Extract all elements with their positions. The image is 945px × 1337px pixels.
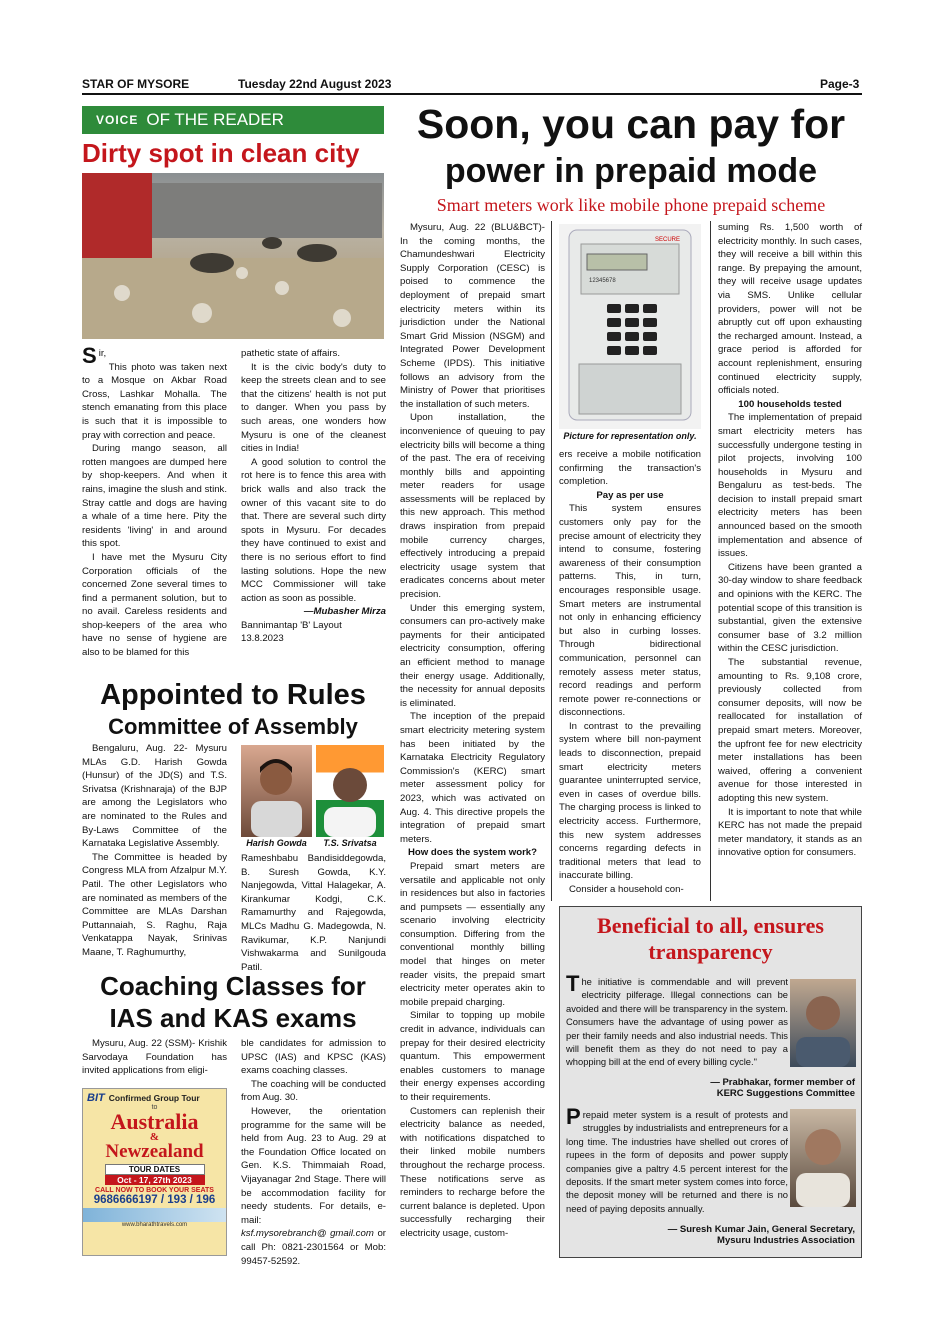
portrait-icon: [790, 979, 856, 1067]
main-para: The substantial revenue, amounting to Rs. 9,108 crore, previously collected from consumer deposits, will now be reallocated for installation of prepaid smart meters. Moreover, the upfront fee for new electricity meter installations has been waived, offering a convenient avenue for those interested in adopting this new system.: [718, 657, 862, 804]
quote-text: repaid meter system is a result of protests and struggles by industrialists and entrepreneurs for a long time. The industries have shelled out crores of rupees in the form of deposits and power supply companies give a paltry 4.5 percent interest for the deposits. If the smart meter system comes into force, the deposit money will be returned and there is no need of paying deposits annually.: [566, 1109, 789, 1214]
ad-skyline-strip: [83, 1208, 226, 1222]
quote-dropcap: T: [566, 971, 580, 996]
ad-call-label: CALL NOW TO BOOK YOUR SEATS: [95, 1187, 214, 1194]
ad-destination-1: Australia: [110, 1109, 199, 1134]
meter-caption: Picture for representation only.: [563, 431, 697, 441]
meter-photo: [559, 224, 701, 429]
voice-col-1: [82, 343, 227, 671]
issue-date: Tuesday 22nd August 2023: [238, 77, 392, 91]
main-subheading: 100 households tested: [738, 398, 842, 410]
quote-attribution: [710, 1077, 855, 1099]
garbage-photo: [82, 173, 384, 339]
rules-col-2: [241, 852, 386, 973]
ad-by: to: [151, 1104, 158, 1111]
coaching-para: ble candidates for admission to UPSC (IAS) and KPSC (KAS) exams coaching classes.: [241, 1038, 386, 1077]
rules-para: Bengaluru, Aug. 22- Mysuru MLAs G.D. Harish Gowda (Hunsur) of the JD(S) and T.S. Srivatsa (Krishnaraja) of the BJP are among the Legislators who are nominated to the Rules and By-Laws Committee of the Karnataka Legislative Assembly.: [82, 743, 227, 850]
attribution-line: — Suresh Kumar Jain, General Secretary,: [667, 1224, 855, 1235]
column-rule: [710, 221, 711, 901]
voice-tag: VOICE: [96, 113, 139, 127]
column-rule: [551, 221, 552, 901]
voice-para: During mango season, all rotten mangoes are dumped here by shop-keepers. And when it rains, imagine the slush and stink. Stray cattle and dogs are having a whale of a time here. Pity the residents 'living' in and around this spot.: [82, 443, 227, 550]
ad-top-line: Confirmed Group Tour: [108, 1093, 200, 1103]
voice-salutation: ir,: [98, 348, 107, 359]
meter-brand: SECURE: [655, 237, 681, 243]
voice-dropcap: S: [82, 343, 97, 368]
box-title-2: transparency: [648, 939, 773, 964]
ad-dates-label: TOUR DATES: [105, 1164, 205, 1175]
prabhakar-photo: [790, 979, 856, 1067]
voice-col-2: [241, 347, 386, 671]
ad-phone[interactable]: 9686666197 / 193 / 196: [93, 1194, 216, 1206]
voice-label: OF THE READER: [146, 110, 284, 129]
main-headline-1: Soon, you can pay for: [416, 101, 846, 147]
portrait-icon: [241, 745, 312, 837]
portrait-icon: [790, 1109, 856, 1207]
main-para: Upon installation, the inconvenience of queuing to pay electricity bills will become a thing of the past. The era of receiving monthly bills and appointing meter readers for usage assessments will be replaced by this new approach. This method draws inspiration from prepaid mobile currency charges, effectively introducing a prepaid electricity usage system that eradicates concerns about meter precision.: [400, 412, 545, 601]
ad-dates: Oct - 17, 27th 2023: [105, 1175, 205, 1185]
ad-website[interactable]: www.bharathtravels.com: [121, 1222, 188, 1228]
ad-ampersand: &: [149, 1131, 160, 1143]
ts-srivatsa-caption: T.S. Srivatsa: [323, 838, 377, 848]
quote-prabhakar: [566, 971, 788, 1069]
main-para: Prepaid smart meters are versatile and applicable not only in residences but also in factories and pumpsets — essentially any scenario involving electricity consumption. Differing from the conventional monthly billing model that hinges on meter reader visits, the prepaid smart electricity meter operates akin to mobile prepaid charging.: [400, 860, 545, 1008]
coaching-para: However, the orientation programme for the same will be held from Aug. 23 to Aug. 29 at the Foundation Office located on Gen. K.S. Thimmaiah Road, Vijayanagar 2nd Stage. There will be accommodation facility for needy students. For details, e-mail:: [241, 1105, 386, 1226]
rules-headline-2: Committee of Assembly: [108, 714, 358, 739]
main-para: Consider a household con-: [569, 884, 684, 895]
voice-para: A good solution to control the rot here is to fence this area with brick walls and also track the owner of this vacant site to do that. There are several such dirty spots in Mysuru. For decades they have continued to exist and there is no serious effort to find lasting solutions. Hope the new MCC Commissioner will take action as soon as possible.: [241, 456, 386, 604]
voice-para: I have met the Mysuru City Corporation officials of the concerned Zone several times to find a permanent solution, but to no avail. Careless residents and shop-keepers of the area who have no sense of hygiene are also to be blamed for this: [82, 551, 227, 659]
main-headline-2: power in prepaid mode: [444, 152, 818, 190]
rules-para: Rameshbabu Bandisiddegowda, B. Suresh Gowda, K.Y. Nanjegowda, Vittal Halagekar, A. Kirankumar Kodgi, C.K. Ramamurthy and Rajegowda, MLCs Madhu G. Madegowda, N. Ravikumar, K.P. Nanjundi Vishwakarma and Sunilgouda Patil.: [241, 853, 386, 973]
main-para: The implementation of prepaid smart electricity meters has successfully undergone testing in pilot projects, involving 100 households in Mysuru and Bengaluru as test-beds. The decision to install prepaid smart electricity meters has been announced based on the smooth implementation and absence of issues.: [718, 412, 862, 560]
attribution-line: Mysuru Industries Association: [717, 1235, 855, 1246]
quote-text: he initiative is commendable and will prevent electricity pilferage. Illegal connections can be avoided and there will be transparency in the system. Consumers have the advantage of using power as per their family needs and also industrial needs. This will benefit them as they do not need to pay a whopping bill at the end of every billing cycle.": [566, 976, 788, 1068]
quote-attribution: [668, 1224, 855, 1246]
header-rule: [82, 93, 862, 95]
coaching-contact: or call Ph: 0821-2301564 or Mob: 99457-52592.: [241, 1228, 386, 1267]
coaching-para: Mysuru, Aug. 22 (SSM)- Krishik Sarvodaya Foundation has invited applications from eligi-: [82, 1038, 227, 1077]
main-para: Similar to topping up mobile credit in advance, individuals can prepay for their desired electricity quantum. This empowerment enables customers to manage their energy expenses according to their requirements.: [400, 1010, 545, 1103]
rules-para: The Committee is headed by Congress MLA from Afzalpur M.Y. Patil. The other Legislators who are nominated as members of the Committee are MLAs Darshan Puttannaiah, S. Raghu, Raja Venkatappa Nayak, Srinivas Maane, T. Raghumurthy,: [82, 851, 227, 958]
main-para: In contrast to the prevailing system where bill non-payment leads to disconnection, prepaid smart electricity meters guarantee uninterrupted service, even in cases of overdue bills. The charging process is linked to electricity access. Furthermore, this new system addresses concerns regarding defects in traditional meters that lead to inaccurate billing.: [559, 720, 701, 882]
coaching-col-2: [241, 1037, 386, 1267]
main-col-3: [718, 221, 862, 901]
main-para: Citizens have been granted a 30-day window to share feedback and opinions with the KERC. The potential scope of this transition is substantial, given the extensive consumer base of 3.2 million within the CESC jurisdiction.: [718, 561, 862, 655]
main-para: It is important to note that while KERC has not made the prepaid meter mandatory, it stands as an innovative option for consumers.: [718, 806, 862, 859]
tour-advertisement[interactable]: [82, 1088, 227, 1256]
ts-srivatsa-photo: [316, 745, 384, 837]
voice-banner: [82, 106, 384, 134]
coaching-para: The coaching will be conducted from Aug. 30.: [241, 1078, 386, 1104]
meter-reading: 12345678: [589, 278, 616, 284]
main-para: The inception of the prepaid smart electricity metering system has been initiated by the Karnataka Electricity Regulatory Commission's (KERC) smart meter assessment policy for 2023, which was activated on Aug. 4. This directive propels the integration of prepaid smart meters.: [400, 711, 545, 845]
rules-headline-1: Appointed to Rules: [100, 679, 366, 711]
voice-address: Bannimantap 'B' Layout: [241, 619, 342, 631]
attribution-line: — Prabhakar, former member of: [710, 1077, 855, 1088]
harish-gowda-caption: Harish Gowda: [246, 838, 307, 848]
voice-title: Dirty spot in clean city: [82, 138, 360, 168]
coaching-col-1: [82, 1037, 227, 1082]
voice-para: pathetic state of affairs.: [241, 348, 341, 359]
smart-meter-illustration: [559, 224, 701, 429]
suresh-kumar-jain-photo: [790, 1109, 856, 1207]
portrait-icon: [316, 745, 384, 837]
quote-jain: [566, 1104, 789, 1215]
ad-destination-2: Newzealand: [105, 1141, 204, 1162]
main-para: Customers can replenish their electricity balance as needed, with notifications dispatched to their linked mobile numbers throughout the recharge process. These notifications serve as reminders to recharge before the current balance is depleted. Upon successfully recharging their electricity usage, custom-: [400, 1105, 545, 1239]
rules-col-1: [82, 742, 227, 967]
voice-letter-date: 13.8.2023: [241, 633, 284, 645]
attribution-line: KERC Suggestions Committee: [716, 1088, 855, 1099]
coaching-headline-1: Coaching Classes for: [100, 971, 366, 1001]
beneficial-box: [559, 906, 862, 1258]
paper-name: STAR OF MYSORE: [82, 77, 190, 91]
voice-para: This photo was taken next to a Mosque on Akbar Road Cross, Lashkar Mohalla. The stench emanating from this place is such that it is impossible to pray with correction and peace.: [82, 361, 227, 441]
page-number: Page-3: [820, 77, 860, 91]
main-para: ers receive a mobile notification confirming the transaction's completion.: [559, 449, 701, 488]
ad-logo: BIT: [87, 1092, 105, 1104]
main-para: suming Rs. 1,500 worth of electricity monthly. In such cases, they will receive a bill within this range. By prepaying the amount, they will receive usage updates via SMS. Unlike cellular providers, power will not be abruptly cut off upon exhausting the recharged amount. Instead, a grace period is afforded for account replenishment, ensuring continued electricity supply, officials noted.: [718, 222, 862, 397]
voice-signature: —Mubasher Mirza: [303, 606, 386, 618]
main-col-2: [559, 448, 701, 900]
main-para: Under this emerging system, consumers can pro-actively make payments for their anticipated electricity consumption, offering an efficient method to manage their energy usage. Additionally, the necessity for annual deposits is eliminated.: [400, 602, 545, 709]
harish-gowda-photo: [241, 745, 312, 837]
coaching-email[interactable]: ksf.mysorebranch@ gmail.com: [241, 1228, 374, 1240]
garbage-illustration: [82, 173, 384, 339]
main-subheading: How does the system work?: [407, 847, 537, 859]
box-title-1: Beneficial to all, ensures: [597, 913, 824, 938]
main-para: Mysuru, Aug. 22 (BLU&BCT)- In the coming months, the Chamundeshwari Electricity Supply Corporation (CESC) is poised to commence the deployment of prepaid smart electricity meters within its jurisdiction under the National Smart Grid Mission (NSGM) and Integrated Power Development Scheme (IPDS). This initiative follows an advisory from the Ministry of Power that prioritises the installation of such meters.: [400, 222, 545, 410]
voice-para: It is the civic body's duty to keep the streets clean and to see that the citizens' health is not put to danger. When you pass by such areas, one wonders how Mysuru is one of the cleanest cities in India!: [241, 361, 386, 455]
quote-dropcap: P: [566, 1104, 581, 1129]
coaching-headline-2: IAS and KAS exams: [109, 1003, 357, 1033]
main-para: This system ensures customers only pay for the precise amount of electricity they intend to consume, fostering awareness of their consumption patterns. This, in turn, encourages responsible usage. Smart meters are instrumental not only in enhancing efficiency but also in curbing losses. Through bidirectional communication, personnel can remotely assess meter status, record readings and perform remote power re-connections or disconnections.: [559, 503, 701, 719]
main-subhead: Smart meters work like mobile phone prepaid scheme: [436, 195, 826, 215]
main-col-1: [400, 221, 545, 1261]
main-subheading: Pay as per use: [596, 489, 664, 501]
